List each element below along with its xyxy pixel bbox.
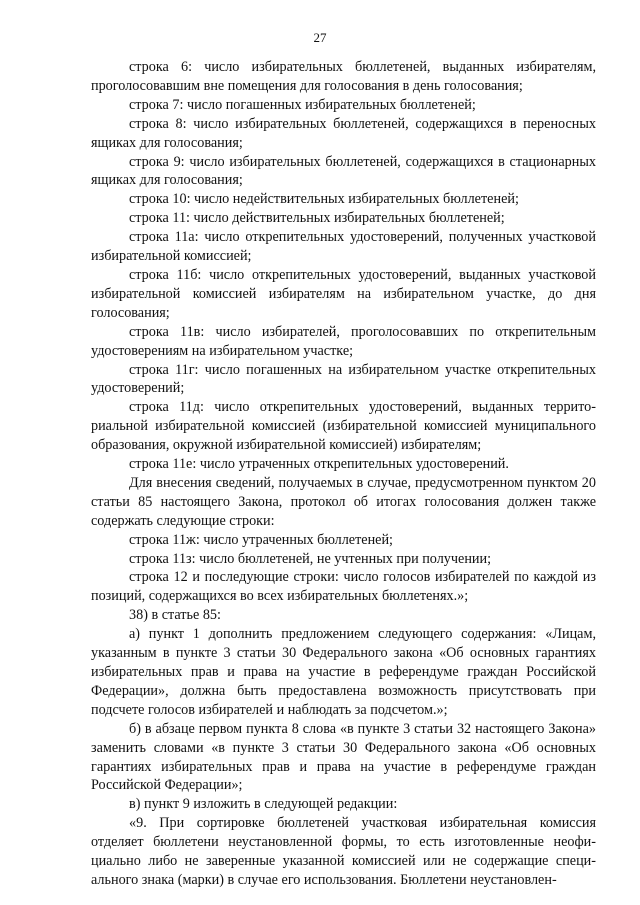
paragraph: б) в абзаце первом пункта 8 слова «в пункте 3 статьи 32 настоящего Закона» заменить словами «в пункте 3 статьи 30 Федерального закона «Об основных гарантиях избирательных прав и права на участие в референдуме граждан Российской Федерации»; [91, 720, 596, 794]
page-number: 27 [313, 30, 327, 45]
paragraph: строка 11: число действительных избирательных бюллетеней; [129, 210, 505, 227]
paragraph: строка 6: число избирательных бюллетеней, выданных избирателям, проголосовавшим вне помещения для голосования в день голосования; [91, 59, 596, 94]
paragraph: строка 11в: число избирателей, проголосовавших по открепительным удостоверениям на избирательном участке; [91, 323, 596, 359]
paragraph: строка 11а: число открепительных удостоверений, полученных участковой избирательной комиссией; [91, 229, 596, 265]
paragraph: строка 11г: число погашенных на избирательном участке открепительных удостоверений; [91, 361, 596, 397]
paragraph: «9. При сортировке бюллетеней участковая избирательная комиссия отделяет бюллетени неустановленной формы, то есть изготовленные неофициально либо не заверенные указанной комиссией или не содержащие специального знака (марки) в случае его использования. Бюллетени неустановлен- [91, 815, 596, 888]
paragraph: строка 12 и последующие строки: число голосов избирателей по каждой из позиций, содержащихся во всех избирательных бюллетенях.»; [91, 569, 596, 605]
paragraph: а) пункт 1 дополнить предложением следующего содержания: «Лицам, указанным в пункте 3 статьи 30 Федерального закона «Об основных гарантиях избирательных прав и права на участие в референдуме граждан Российской Федерации», должна быть предоставлена возможность присутствовать при подсчете голосов избирателей и наблюдать за подсчетом.»; [91, 626, 596, 718]
paragraph: в) пункт 9 изложить в следующей редакции: [129, 796, 398, 813]
paragraph: Для внесения сведений, получаемых в случае, предусмотренном пунктом 20 статьи 85 настоящего Закона, протокол об итогах голосования должен также содержать следующие строки: [91, 474, 596, 529]
paragraph: строка 11д: число открепительных удостоверений, выданных территориальной избирательной комиссией (избирательной комиссией муниципального образования, окружной избирательной комиссией) избирателям; [91, 399, 596, 454]
paragraph: строка 7: число погашенных избирательных бюллетеней; [129, 96, 476, 113]
document-body [91, 58, 596, 890]
paragraph: строка 11з: число бюллетеней, не учтенных при получении; [129, 550, 492, 567]
paragraph: строка 11б: число открепительных удостоверений, выданных участковой избирательной комиссией избирателям на избирательном участке, до дня голосования; [91, 266, 596, 321]
paragraph: строка 8: число избирательных бюллетеней, содержащихся в переносных ящиках для голосования; [91, 115, 596, 151]
paragraph: 38) в статье 85: [129, 607, 221, 624]
paragraph: строка 11е: число утраченных открепительных удостоверений. [129, 456, 509, 473]
paragraph: строка 10: число недействительных избирательных бюллетеней; [129, 191, 519, 208]
paragraph: строка 11ж: число утраченных бюллетеней; [129, 531, 393, 548]
paragraph: строка 9: число избирательных бюллетеней, содержащихся в стационарных ящиках для голосования; [91, 153, 596, 189]
